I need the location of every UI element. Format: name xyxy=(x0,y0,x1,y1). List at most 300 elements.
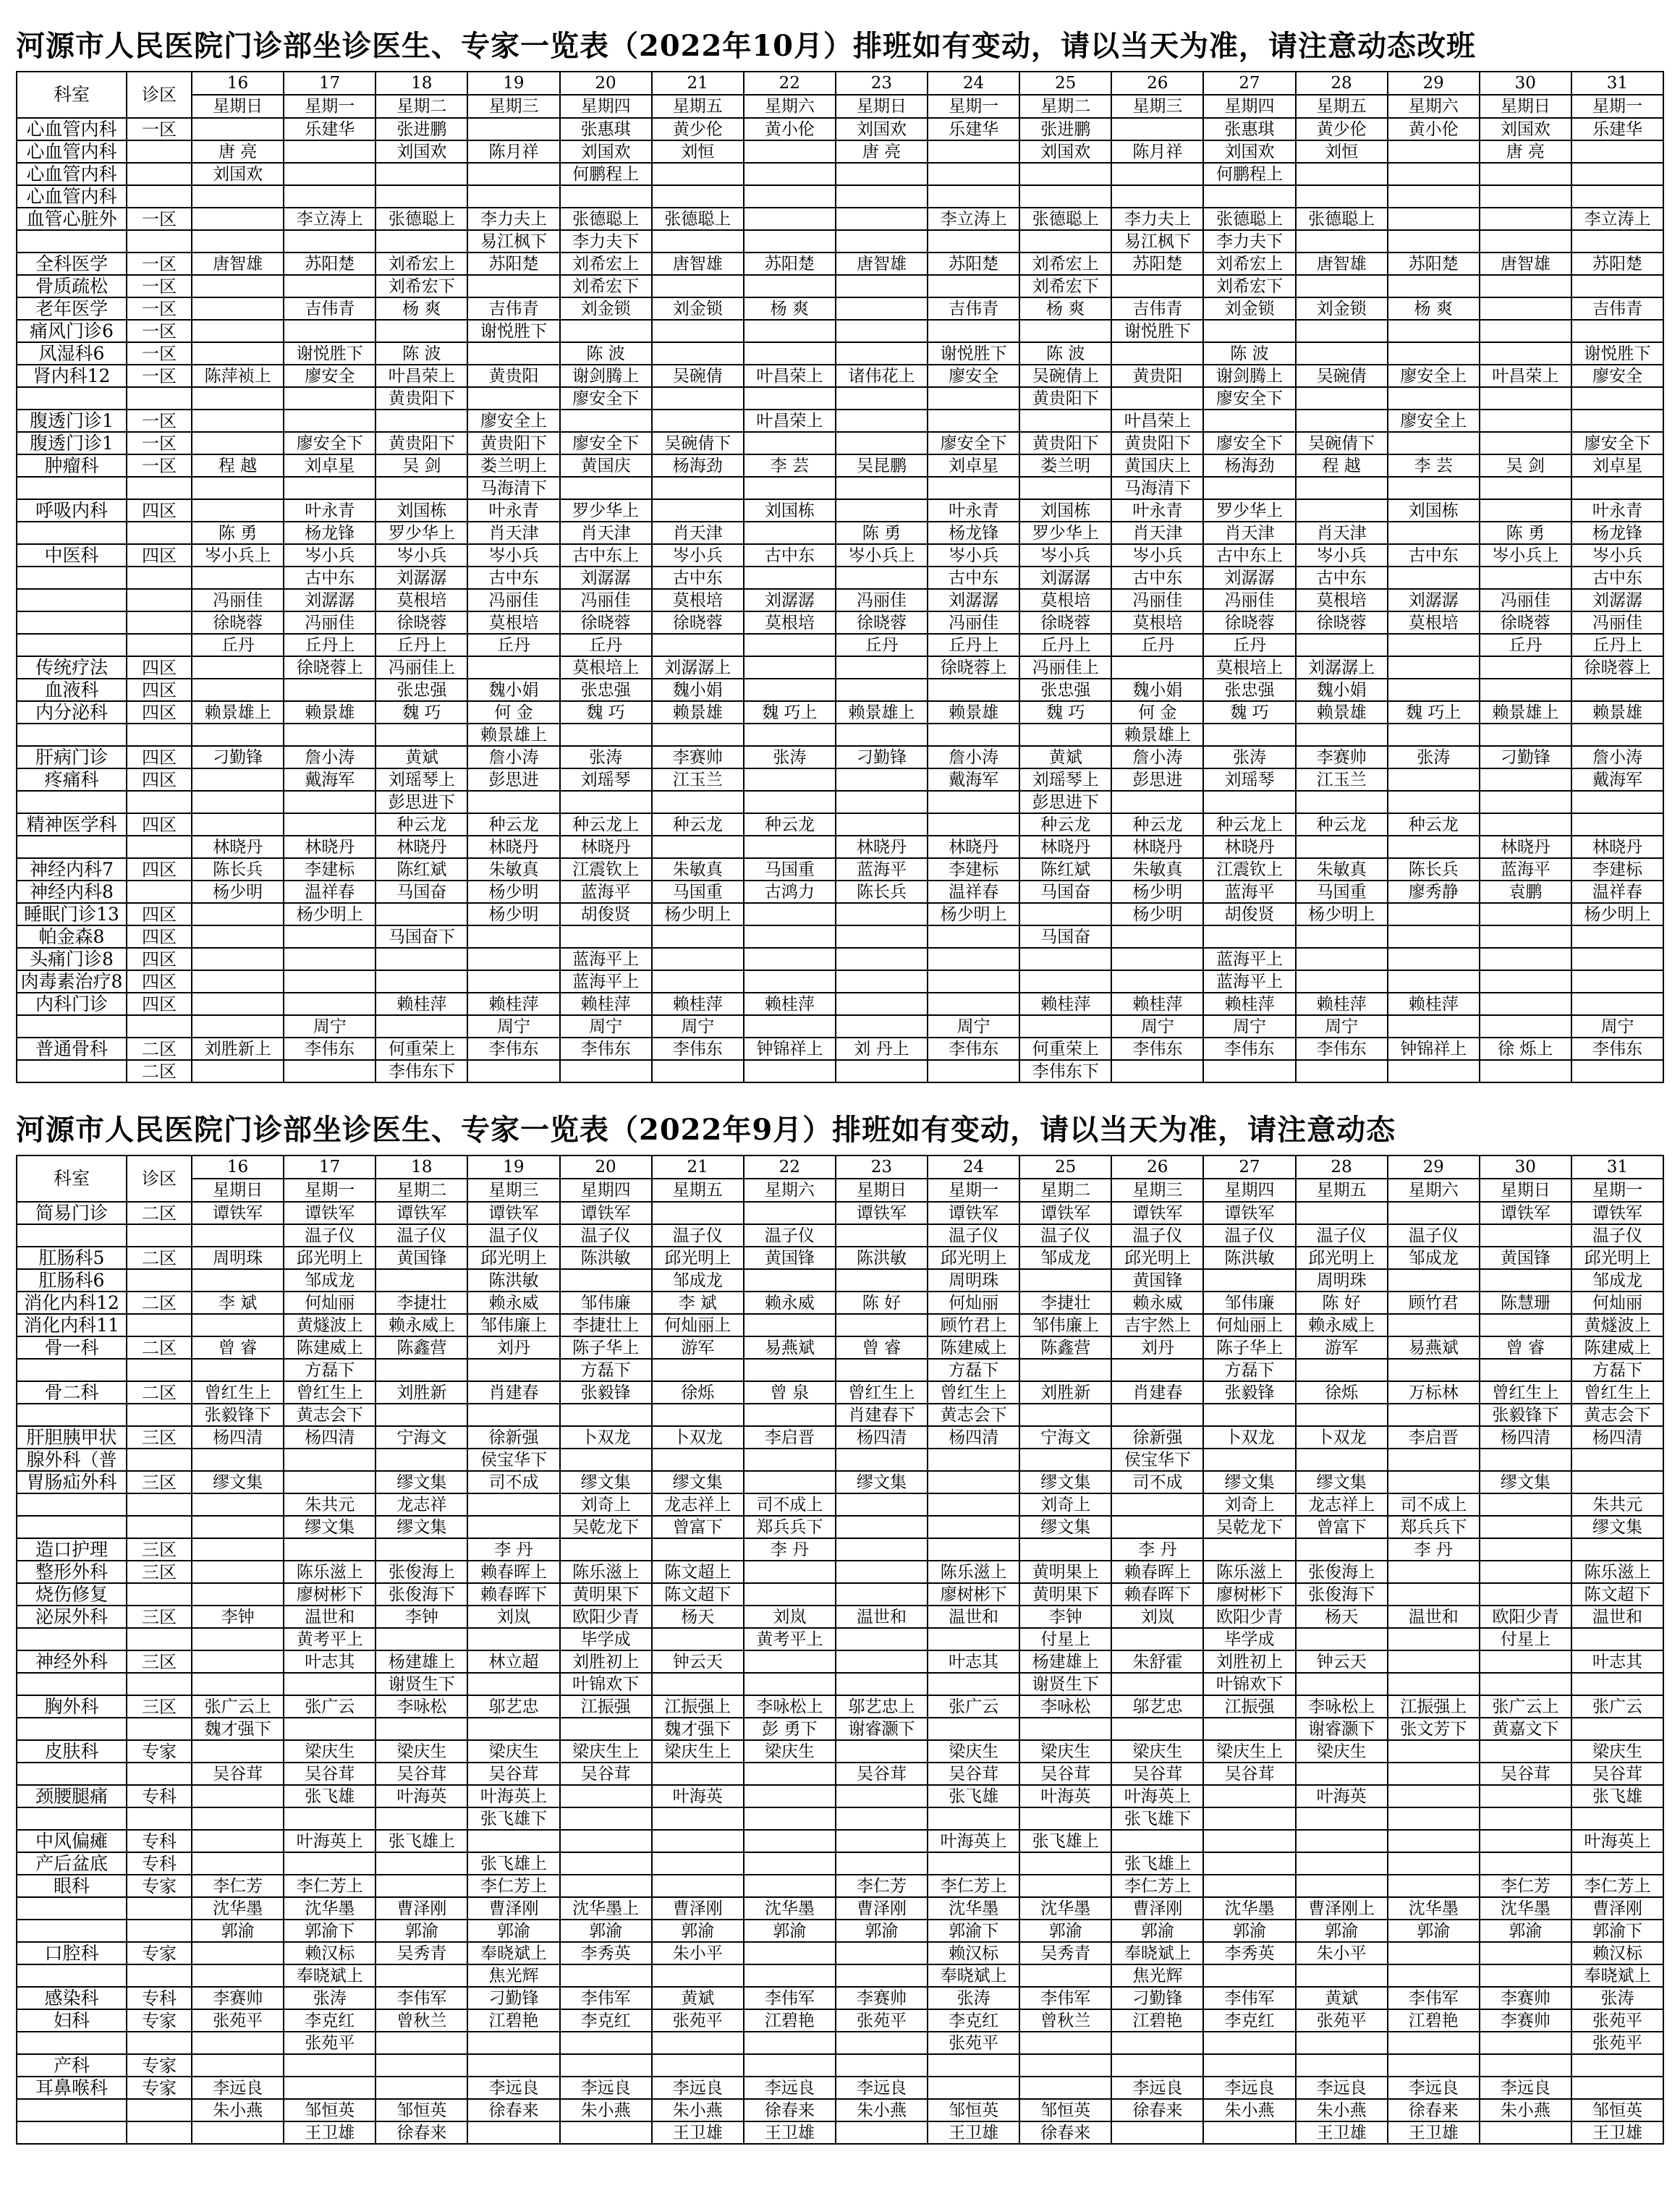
schedule-cell xyxy=(836,1852,928,1875)
header-weekday: 星期一 xyxy=(1571,1179,1663,1202)
schedule-cell: 岑小兵上 xyxy=(836,544,928,567)
schedule-cell: 钟云天 xyxy=(1296,1650,1388,1673)
header-day: 30 xyxy=(1480,72,1571,95)
schedule-cell: 曾 睿 xyxy=(836,1336,928,1359)
schedule-cell xyxy=(192,2032,284,2054)
header-zone-label: 诊区 xyxy=(127,1156,192,1202)
schedule-cell: 陈鑫营 xyxy=(1019,1336,1111,1359)
schedule-cell: 岑小兵 xyxy=(928,544,1019,567)
schedule-cell: 刘潺潺 xyxy=(744,589,836,611)
header-weekday: 星期四 xyxy=(560,1179,652,1202)
dept-cell: 整形外科 xyxy=(17,1561,127,1583)
schedule-cell: 陈文超下 xyxy=(652,1583,744,1606)
schedule-cell: 李仁芳上 xyxy=(1111,1875,1203,1897)
table-row xyxy=(17,275,1663,297)
schedule-cell: 刘希宏上 xyxy=(1203,253,1295,275)
schedule-cell: 谭铁军 xyxy=(560,1202,652,1224)
schedule-cell: 陈 勇 xyxy=(1480,522,1571,544)
schedule-cell: 陈 勇 xyxy=(836,522,928,544)
schedule-cell xyxy=(1388,567,1480,589)
schedule-cell: 冯丽佳上 xyxy=(376,656,467,679)
schedule-cell: 曾红生上 xyxy=(192,1381,284,1404)
schedule-cell xyxy=(1480,1942,1571,1964)
schedule-cell xyxy=(192,387,284,410)
schedule-cell xyxy=(744,185,836,208)
table-row xyxy=(17,1404,1663,1426)
schedule-cell xyxy=(928,387,1019,410)
schedule-cell: 廖安全 xyxy=(1571,365,1663,387)
schedule-cell xyxy=(192,208,284,230)
schedule-cell: 杨少明 xyxy=(1111,881,1203,903)
schedule-cell: 缪文集 xyxy=(560,1471,652,1493)
schedule-cell: 万标林 xyxy=(1388,1381,1480,1404)
schedule-cell: 丘丹 xyxy=(467,634,559,656)
schedule-cell: 魏 巧上 xyxy=(744,701,836,724)
schedule-cell xyxy=(284,140,376,163)
schedule-cell xyxy=(1111,1628,1203,1650)
schedule-cell xyxy=(1480,410,1571,432)
schedule-cell xyxy=(836,903,928,925)
dept-cell: 血液科 xyxy=(17,679,127,701)
schedule-cell xyxy=(652,1060,744,1082)
schedule-cell: 何灿丽 xyxy=(928,1292,1019,1314)
table-row xyxy=(17,499,1663,522)
schedule-cell: 蓝海平上 xyxy=(1203,948,1295,970)
schedule-cell: 岑小兵 xyxy=(284,544,376,567)
schedule-cell: 梁庆生 xyxy=(1019,1740,1111,1763)
schedule-cell: 李克红 xyxy=(1203,2009,1295,2032)
schedule-cell: 徐烁 xyxy=(1296,1381,1388,1404)
schedule-cell: 吴碗倩下 xyxy=(1296,432,1388,454)
schedule-cell: 廖安全 xyxy=(284,365,376,387)
schedule-cell: 李远良 xyxy=(744,2077,836,2099)
schedule-cell: 吴秀青 xyxy=(1019,1942,1111,1964)
schedule-cell xyxy=(467,1493,559,1516)
schedule-cell: 赖春晖下 xyxy=(467,1583,559,1606)
schedule-cell: 彭思进下 xyxy=(1019,791,1111,813)
schedule-cell: 丘丹上 xyxy=(1019,634,1111,656)
schedule-cell: 种云龙上 xyxy=(1203,813,1295,836)
schedule-cell xyxy=(744,1015,836,1038)
schedule-cell xyxy=(652,387,744,410)
schedule-cell xyxy=(560,2032,652,2054)
schedule-cell: 杨 爽 xyxy=(1388,297,1480,320)
header-day: 25 xyxy=(1019,1156,1111,1179)
header-weekday: 星期一 xyxy=(284,1179,376,1202)
table-row xyxy=(17,1426,1663,1449)
schedule-cell xyxy=(1203,1807,1295,1830)
schedule-cell: 丘丹 xyxy=(1480,634,1571,656)
schedule-cell: 李赛帅 xyxy=(1480,2009,1571,2032)
schedule-cell xyxy=(836,768,928,791)
schedule-cell xyxy=(1388,724,1480,746)
header-day: 18 xyxy=(376,72,467,95)
schedule-cell: 黄明果下 xyxy=(1019,1583,1111,1606)
schedule-cell: 吴碗倩上 xyxy=(1019,365,1111,387)
schedule-cell xyxy=(1296,948,1388,970)
schedule-cell: 赖桂萍 xyxy=(467,993,559,1015)
schedule-cell xyxy=(284,948,376,970)
schedule-cell: 彭思进 xyxy=(1111,768,1203,791)
zone-cell: 四区 xyxy=(127,858,192,881)
schedule-cell: 赖桂萍 xyxy=(1111,993,1203,1015)
schedule-cell: 马国奋 xyxy=(376,881,467,903)
table-row xyxy=(17,2009,1663,2032)
schedule-cell xyxy=(1111,163,1203,185)
dept-cell: 传统疗法 xyxy=(17,656,127,679)
schedule-cell xyxy=(467,1359,559,1381)
schedule-cell: 缪文集 xyxy=(376,1516,467,1538)
schedule-cell: 李力夫下 xyxy=(560,230,652,253)
schedule-cell: 赖桂萍 xyxy=(1203,993,1295,1015)
schedule-cell xyxy=(744,2054,836,2077)
schedule-cell: 李启晋 xyxy=(1388,1426,1480,1449)
schedule-cell xyxy=(192,1269,284,1292)
schedule-cell xyxy=(836,2032,928,2054)
schedule-cell: 杨少明 xyxy=(1111,903,1203,925)
schedule-cell xyxy=(1388,1583,1480,1606)
schedule-cell: 陈 波 xyxy=(1203,342,1295,365)
schedule-cell xyxy=(836,2121,928,2144)
table-row xyxy=(17,948,1663,970)
schedule-cell: 蓝海平 xyxy=(560,881,652,903)
dept-cell: 血管心脏外 xyxy=(17,208,127,230)
header-row-days xyxy=(17,1156,1663,1179)
schedule-cell: 刘岚 xyxy=(744,1606,836,1628)
schedule-cell: 温子仪 xyxy=(1296,1224,1388,1247)
schedule-cell: 邬艺忠 xyxy=(467,1695,559,1718)
schedule-cell: 苏阳楚 xyxy=(1111,253,1203,275)
schedule-cell: 卜双龙 xyxy=(652,1426,744,1449)
schedule-cell: 温子仪 xyxy=(928,1224,1019,1247)
schedule-cell: 曾 泉 xyxy=(744,1381,836,1404)
schedule-cell xyxy=(1480,1740,1571,1763)
schedule-cell xyxy=(284,1673,376,1695)
schedule-cell xyxy=(1019,477,1111,499)
schedule-cell: 李伟军 xyxy=(744,1987,836,2009)
schedule-cell xyxy=(652,320,744,342)
schedule-cell xyxy=(284,791,376,813)
schedule-cell: 魏小娟 xyxy=(1111,679,1203,701)
schedule-cell: 李建标 xyxy=(928,858,1019,881)
table-row xyxy=(17,611,1663,634)
schedule-cell xyxy=(1388,903,1480,925)
schedule-cell xyxy=(744,320,836,342)
table-row xyxy=(17,970,1663,993)
schedule-cell: 廖树彬下 xyxy=(284,1583,376,1606)
schedule-cell xyxy=(1480,2032,1571,2054)
schedule-cell: 莫根培 xyxy=(376,589,467,611)
schedule-cell xyxy=(1111,948,1203,970)
zone-cell xyxy=(127,1897,192,1920)
schedule-cell: 莫根培 xyxy=(1296,589,1388,611)
schedule-cell xyxy=(652,2032,744,2054)
dept-cell xyxy=(17,1493,127,1516)
schedule-cell: 黄考平上 xyxy=(284,1628,376,1650)
dept-cell: 颈腰腿痛 xyxy=(17,1785,127,1807)
schedule-cell xyxy=(836,1830,928,1852)
schedule-cell xyxy=(560,185,652,208)
schedule-cell: 邹伟廉 xyxy=(1203,1292,1295,1314)
schedule-cell: 苏阳楚 xyxy=(284,253,376,275)
header-day: 31 xyxy=(1571,1156,1663,1179)
schedule-cell: 张涛 xyxy=(1388,746,1480,768)
schedule-cell: 丘丹上 xyxy=(1571,634,1663,656)
zone-cell: 二区 xyxy=(127,1336,192,1359)
october-schedule-table xyxy=(16,71,1664,1083)
schedule-cell: 刘希宏下 xyxy=(560,275,652,297)
schedule-cell: 谭铁军 xyxy=(192,1202,284,1224)
zone-cell xyxy=(127,567,192,589)
schedule-cell: 郭渝 xyxy=(1019,1920,1111,1942)
schedule-cell: 李钟 xyxy=(1019,1606,1111,1628)
zone-cell: 一区 xyxy=(127,432,192,454)
schedule-cell: 李克红 xyxy=(284,2009,376,2032)
schedule-cell xyxy=(284,970,376,993)
header-day: 18 xyxy=(376,1156,467,1179)
schedule-cell xyxy=(1296,1449,1388,1471)
schedule-cell: 徐晓蓉 xyxy=(1296,611,1388,634)
schedule-cell xyxy=(1388,387,1480,410)
schedule-cell xyxy=(376,1852,467,1875)
schedule-cell xyxy=(467,948,559,970)
zone-cell: 一区 xyxy=(127,297,192,320)
schedule-cell: 冯丽佳 xyxy=(1480,589,1571,611)
schedule-cell: 李远良 xyxy=(560,2077,652,2099)
schedule-cell xyxy=(836,1785,928,1807)
schedule-cell: 刘奇上 xyxy=(560,1493,652,1516)
schedule-cell: 陈乐滋上 xyxy=(1203,1561,1295,1583)
schedule-cell: 徐春来 xyxy=(1388,2099,1480,2121)
zone-cell xyxy=(127,791,192,813)
schedule-cell xyxy=(1480,679,1571,701)
dept-cell: 耳鼻喉科 xyxy=(17,2077,127,2099)
schedule-cell: 曹泽刚 xyxy=(836,1897,928,1920)
schedule-cell xyxy=(560,1830,652,1852)
schedule-cell: 张毅锋 xyxy=(1203,1381,1295,1404)
schedule-cell xyxy=(1296,230,1388,253)
header-weekday: 星期二 xyxy=(376,95,467,118)
header-weekday: 星期五 xyxy=(652,1179,744,1202)
schedule-cell xyxy=(836,275,928,297)
header-day: 27 xyxy=(1203,72,1295,95)
schedule-cell: 刘国欢 xyxy=(836,118,928,140)
schedule-cell xyxy=(1480,1807,1571,1830)
schedule-cell xyxy=(1571,140,1663,163)
schedule-cell xyxy=(1296,410,1388,432)
schedule-cell: 袁鹏 xyxy=(1480,881,1571,903)
schedule-cell: 丘丹上 xyxy=(928,634,1019,656)
schedule-cell xyxy=(652,1852,744,1875)
schedule-cell xyxy=(376,1807,467,1830)
schedule-cell: 古中东 xyxy=(1296,567,1388,589)
schedule-cell: 李力夫上 xyxy=(1111,208,1203,230)
schedule-cell xyxy=(467,1628,559,1650)
schedule-cell: 李赛帅 xyxy=(836,1987,928,2009)
schedule-cell: 周宁 xyxy=(467,1015,559,1038)
schedule-cell: 刘国欢 xyxy=(192,163,284,185)
header-day: 17 xyxy=(284,1156,376,1179)
schedule-cell: 李伟军 xyxy=(1019,1987,1111,2009)
schedule-cell xyxy=(836,1628,928,1650)
table-row xyxy=(17,1740,1663,1763)
schedule-cell xyxy=(376,1269,467,1292)
schedule-cell: 黄斌 xyxy=(1296,1987,1388,2009)
schedule-cell: 乐建华 xyxy=(1571,118,1663,140)
schedule-cell: 曾秋兰 xyxy=(1019,2009,1111,2032)
table-row xyxy=(17,1493,1663,1516)
schedule-cell xyxy=(1111,342,1203,365)
schedule-cell xyxy=(560,1875,652,1897)
schedule-cell: 刘国欢 xyxy=(1019,140,1111,163)
schedule-cell xyxy=(744,948,836,970)
schedule-cell: 邱光明上 xyxy=(284,1247,376,1269)
schedule-cell xyxy=(1019,903,1111,925)
schedule-cell: 温世和 xyxy=(928,1606,1019,1628)
schedule-cell xyxy=(1019,1538,1111,1561)
schedule-cell: 谢贤生下 xyxy=(1019,1673,1111,1695)
dept-cell xyxy=(17,589,127,611)
schedule-cell xyxy=(560,1852,652,1875)
schedule-cell: 吉伟青 xyxy=(1571,297,1663,320)
schedule-cell xyxy=(1388,836,1480,858)
schedule-cell xyxy=(1203,185,1295,208)
schedule-cell: 张毅锋 xyxy=(560,1381,652,1404)
schedule-cell: 温子仪 xyxy=(744,1224,836,1247)
schedule-cell: 黄贵阳下 xyxy=(1111,432,1203,454)
schedule-cell: 娄兰明 xyxy=(1019,454,1111,477)
schedule-cell: 杨少明上 xyxy=(284,903,376,925)
schedule-cell: 谭铁军 xyxy=(928,1202,1019,1224)
table-row xyxy=(17,1060,1663,1082)
schedule-cell xyxy=(1296,724,1388,746)
schedule-cell xyxy=(560,320,652,342)
schedule-cell: 刘潺潺 xyxy=(1203,567,1295,589)
schedule-cell xyxy=(284,724,376,746)
schedule-cell xyxy=(928,1493,1019,1516)
schedule-cell: 张苑平 xyxy=(928,2032,1019,2054)
header-day: 21 xyxy=(652,72,744,95)
schedule-cell: 江玉兰 xyxy=(652,768,744,791)
schedule-cell: 叶海英 xyxy=(1019,1785,1111,1807)
schedule-cell xyxy=(192,432,284,454)
schedule-cell: 丘丹上 xyxy=(284,634,376,656)
schedule-cell: 李启晋 xyxy=(744,1426,836,1449)
schedule-cell xyxy=(1296,1763,1388,1785)
schedule-cell xyxy=(1388,1060,1480,1082)
schedule-cell xyxy=(192,567,284,589)
zone-cell xyxy=(127,163,192,185)
schedule-cell: 刁勤锋 xyxy=(1111,1987,1203,2009)
table-row xyxy=(17,522,1663,544)
table-row xyxy=(17,208,1663,230)
schedule-cell xyxy=(1111,1718,1203,1740)
schedule-cell xyxy=(1203,1964,1295,1987)
schedule-cell: 蓝海平上 xyxy=(1203,970,1295,993)
schedule-cell xyxy=(744,1942,836,1964)
schedule-cell: 莫根培 xyxy=(1388,611,1480,634)
schedule-cell: 郭渝 xyxy=(652,1920,744,1942)
schedule-cell xyxy=(836,2054,928,2077)
schedule-cell xyxy=(652,1673,744,1695)
schedule-cell xyxy=(192,118,284,140)
schedule-cell xyxy=(467,2032,559,2054)
schedule-cell: 刘卓星 xyxy=(928,454,1019,477)
schedule-cell xyxy=(928,477,1019,499)
schedule-cell: 魏才强下 xyxy=(192,1718,284,1740)
schedule-cell: 叶海英 xyxy=(376,1785,467,1807)
schedule-cell xyxy=(467,1718,559,1740)
zone-cell xyxy=(127,724,192,746)
schedule-cell xyxy=(1019,185,1111,208)
schedule-cell: 陈乐滋上 xyxy=(560,1561,652,1583)
schedule-cell: 赖汉标 xyxy=(1571,1942,1663,1964)
schedule-cell: 刘金锁 xyxy=(1296,297,1388,320)
schedule-cell: 詹小涛 xyxy=(928,746,1019,768)
header-day: 20 xyxy=(560,1156,652,1179)
schedule-cell: 张飞雄 xyxy=(284,1785,376,1807)
schedule-cell xyxy=(192,2054,284,2077)
schedule-cell: 丘丹 xyxy=(1111,634,1203,656)
schedule-cell xyxy=(1571,1628,1663,1650)
schedule-cell: 陈 勇 xyxy=(192,522,284,544)
schedule-cell: 邹恒英 xyxy=(1571,2099,1663,2121)
schedule-cell xyxy=(744,1561,836,1583)
zone-cell xyxy=(127,1920,192,1942)
schedule-cell xyxy=(1019,1269,1111,1292)
schedule-cell: 邬艺忠上 xyxy=(836,1695,928,1718)
header-day: 23 xyxy=(836,1156,928,1179)
table-row xyxy=(17,1038,1663,1060)
schedule-cell: 叶昌荣上 xyxy=(376,365,467,387)
table-row xyxy=(17,1224,1663,1247)
schedule-cell: 李远良 xyxy=(467,2077,559,2099)
schedule-cell xyxy=(1388,1202,1480,1224)
table-row xyxy=(17,1538,1663,1561)
schedule-cell xyxy=(1480,768,1571,791)
schedule-cell xyxy=(928,410,1019,432)
schedule-cell: 郭渝 xyxy=(744,1920,836,1942)
schedule-cell: 陈建威上 xyxy=(284,1336,376,1359)
zone-cell: 三区 xyxy=(127,1606,192,1628)
schedule-cell: 张涛 xyxy=(284,1987,376,2009)
schedule-cell: 邱光明上 xyxy=(1296,1247,1388,1269)
schedule-cell xyxy=(1480,1449,1571,1471)
schedule-cell xyxy=(284,2054,376,2077)
schedule-cell: 陈红斌 xyxy=(376,858,467,881)
schedule-cell xyxy=(1019,230,1111,253)
schedule-cell: 冯丽佳 xyxy=(928,611,1019,634)
schedule-cell xyxy=(284,1807,376,1830)
schedule-cell xyxy=(836,1516,928,1538)
schedule-cell: 邹恒英 xyxy=(1019,2099,1111,2121)
schedule-cell: 苏阳楚 xyxy=(1571,253,1663,275)
schedule-cell xyxy=(836,230,928,253)
schedule-cell: 杨少明上 xyxy=(652,903,744,925)
schedule-cell: 丘丹 xyxy=(560,634,652,656)
schedule-cell xyxy=(1388,634,1480,656)
schedule-cell: 魏小娟 xyxy=(652,679,744,701)
dept-cell: 肾内科12 xyxy=(17,365,127,387)
schedule-cell: 赖桂萍 xyxy=(376,993,467,1015)
schedule-cell xyxy=(284,679,376,701)
schedule-cell: 陈长兵 xyxy=(1388,858,1480,881)
schedule-cell: 吴谷茸 xyxy=(284,1763,376,1785)
schedule-cell: 刘国栋 xyxy=(744,499,836,522)
schedule-cell: 苏阳楚 xyxy=(1388,253,1480,275)
dept-cell xyxy=(17,634,127,656)
header-weekday: 星期二 xyxy=(1019,1179,1111,1202)
